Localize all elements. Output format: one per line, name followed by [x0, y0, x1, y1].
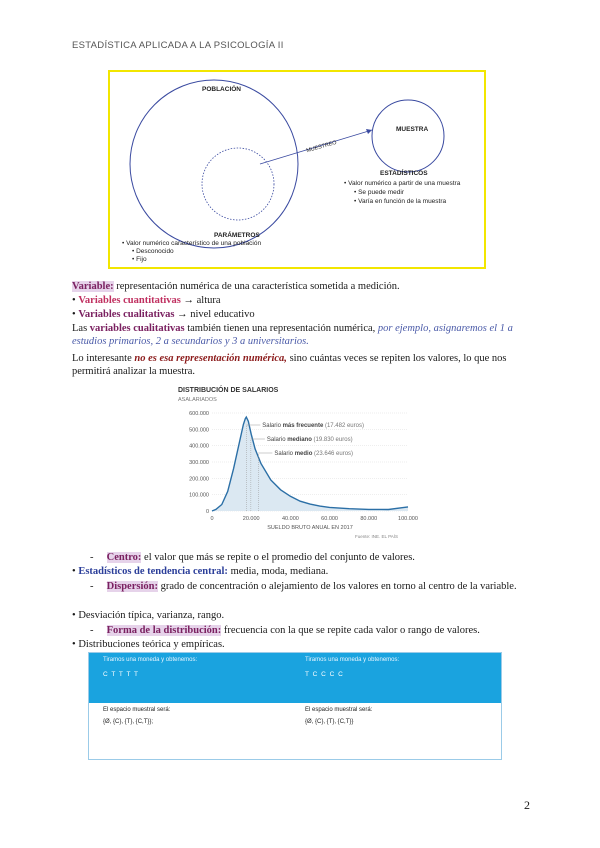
chart-xlabel: SUELDO BRUTO ANUAL EN 2017 — [267, 525, 353, 531]
chart-ytick-label: 200.000 — [189, 476, 209, 483]
muestra-label: MUESTRA — [396, 126, 429, 133]
cualitativas-bullet: • Variables cualitativas → nivel educativo — [72, 309, 255, 320]
chart-xtick-label: 0 — [210, 516, 214, 522]
right-title: Tiramos una moneda y obtenemos: — [305, 657, 400, 663]
left-space: {Ø, {C}, {T}, {C,T}}; — [103, 719, 154, 725]
estadisticos-item: • Se puede medir — [354, 189, 404, 196]
left-space-label: El espacio muestral será: — [103, 707, 171, 713]
cualitativas-paragraph: Las variables cualitativas también tienen una representación numérica, por ejemplo, asignaremos el 1 a estudios primarios, 2 a secundarios y 3 a universitarios. — [72, 323, 513, 347]
parametros-item: • Desconocido — [132, 248, 174, 255]
right-value: T C C C C — [305, 671, 344, 678]
page-header: ESTADÍSTICA APLICADA A LA PSICOLOGÍA II — [72, 40, 284, 51]
chart-annotation: Salario medio (23.646 euros) — [274, 451, 354, 457]
parametros-item: • Valor numérico característico de una población — [122, 240, 262, 247]
left-title: Tiramos una moneda y obtenemos: — [103, 657, 198, 663]
poblacion-label: POBLACIÓN — [202, 86, 241, 93]
interesante-paragraph: Lo interesante no es esa representación numérica, sino cuántas veces se repiten los valores, lo que nos permitirá analizar la muestra. — [72, 353, 507, 377]
right-space: {Ø, {C}, {T}, {C,T}} — [305, 719, 354, 725]
chart-xtick-label: 20.000 — [242, 516, 260, 522]
chart-ytick-label: 100.000 — [189, 492, 209, 499]
desviacion-bullet: • Desviación típica, varianza, rango. — [72, 610, 225, 621]
cuantitativas-bullet: • Variables cuantitativas → altura — [72, 295, 221, 306]
chart-xtick-label: 40.000 — [281, 516, 299, 522]
estadisticos-item: • Valor numérico a partir de una muestra — [344, 180, 461, 187]
forma-item: - Forma de la distribución: frecuencia con la que se repite cada valor o rango de valores. — [90, 625, 480, 636]
left-value: C T T T T — [103, 671, 139, 678]
estadisticos-title: ESTADÍSTICOS — [380, 170, 428, 177]
population-circle — [130, 80, 298, 248]
chart-title: DISTRIBUCIÓN DE SALARIOS — [178, 387, 279, 394]
chart-svg — [176, 383, 436, 543]
chart-xtick-label: 100.000 — [398, 516, 418, 522]
chart-ytick-label: 0 — [205, 509, 209, 515]
tendencia-bullet: • Estadísticos de tendencia central: media, moda, mediana. — [72, 566, 329, 577]
population-sample-diagram — [108, 70, 486, 269]
estadisticos-item: • Varía en función de la muestra — [354, 198, 447, 205]
centro-item: - Centro: el valor que más se repite o el promedio del conjunto de valores. — [90, 552, 415, 563]
chart-ytick-label: 400.000 — [189, 443, 209, 450]
coin-example-box — [88, 652, 502, 760]
salary-chart — [176, 383, 436, 543]
parametros-item: • Fijo — [132, 256, 147, 263]
muestreo-label: MUESTREO — [305, 139, 338, 155]
estadisticos-list — [344, 179, 460, 206]
chart-source: Fuente: INE. EL PAÍS — [354, 534, 398, 539]
sample-circle — [372, 100, 444, 172]
chart-annotation: Salario mediano (19.830 euros) — [266, 437, 353, 443]
dispersion-item: - Dispersión: grado de concentración o alejamiento de los valores en torno al centro de la variable. — [90, 581, 517, 592]
chart-xtick-label: 60.000 — [321, 516, 339, 522]
distribuciones-bullet: • Distribuciones teórica y empíricas. — [72, 639, 225, 650]
variable-keyword: Variable: — [72, 281, 114, 292]
page-number: 2 — [524, 798, 530, 812]
right-space-label: El espacio muestral será: — [305, 707, 373, 713]
variable-definition: Variable: representación numérica de una característica sometida a medición. — [72, 281, 400, 292]
chart-xtick-label: 80.000 — [360, 516, 378, 522]
parametros-list — [122, 240, 261, 264]
chart-ytick-label: 600.000 — [189, 411, 209, 417]
parametros-title: PARÁMETROS — [214, 232, 260, 239]
chart-ytick-label: 500.000 — [189, 427, 209, 434]
chart-annotation: Salario más frecuente (17.482 euros) — [262, 423, 364, 429]
chart-ytick-label: 300.000 — [189, 460, 209, 466]
inner-sample-circle — [202, 148, 274, 220]
chart-ylabel: ASALARIADOS — [178, 397, 217, 403]
